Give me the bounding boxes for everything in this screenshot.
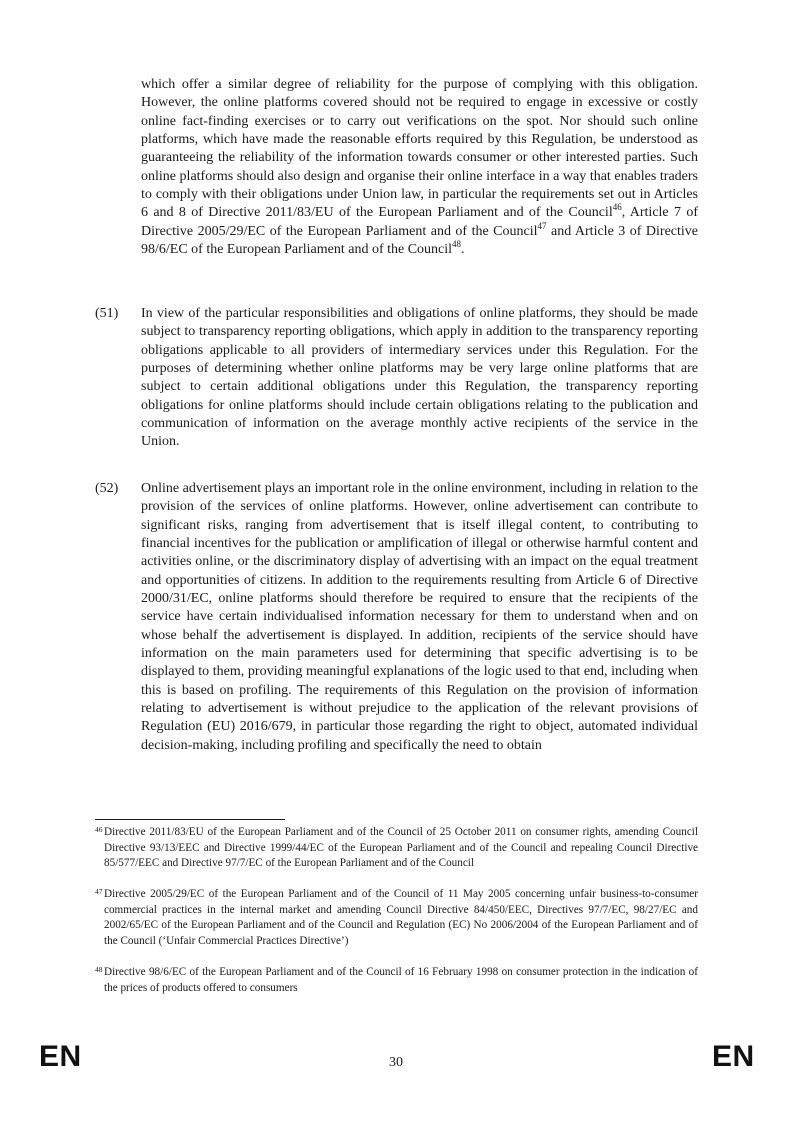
footnote-text: Directive 2005/29/EC of the European Parliament and of the Council of 11 May 2005 concerning unfair business-to-consumer commercial practices in the internal market and amending Council Directive 84/450/EEC, Directives 97/7/EC, 98/27/EC and 2002/65/EC of the European Parliament and of the Council and Regulation (EC) No 2006/2004 of the European Parliament and of the Council (‘Unfair Commercial Practices Directive’) xyxy=(104,888,698,947)
footnote-text: Directive 2011/83/EU of the European Parliament and of the Council of 25 October 2011 on consumer rights, amending Council Directive 93/13/EEC and Directive 1999/44/EC of the European Parliament and of the Council and repealing Council Directive 85/577/EEC and Directive 97/7/EC of the European Parliament and of the Council xyxy=(104,826,698,870)
recital-number: (52) xyxy=(95,481,119,496)
page-number: 30 xyxy=(389,1055,403,1070)
recital-number: (51) xyxy=(95,306,119,321)
footnote-number: 46 xyxy=(95,825,103,834)
continued-text-d: . xyxy=(461,242,465,258)
continued-paragraph xyxy=(141,76,698,259)
continued-text-c: and Article 3 of Directive 98/6/EC of the European Parliament and of the Council xyxy=(141,223,698,258)
continued-text-a: which offer a similar degree of reliability for the purpose of complying with this obligation. However, the online platforms covered should not be required to engage in excessive or costly online fact-finding exercises or to carry out verifications on the spot. Nor should such online platforms, which have made the reasonable efforts required by this Regulation, be understood as guaranteeing the reliability of the information towards consumer or other interested parties. Such online platforms should also design and organise their online interface in a way that enables traders to comply with their obligations under Union law, in particular the requirements set out in Articles 6 and 8 of Directive 2011/83/EU of the European Parliament and of the Council xyxy=(141,77,698,221)
footnote-ref-46[interactable]: 46 xyxy=(612,202,622,213)
language-mark-right: EN xyxy=(712,1040,755,1073)
continued-text-b: , Article 7 of Directive 2005/29/EC of the European Parliament and of the Council xyxy=(141,205,698,239)
language-mark-left: EN xyxy=(39,1040,82,1073)
recital-text: Online advertisement plays an important role in the online environment, including in relation to the provision of the services of online platforms. However, online advertisement can contribute to significant risks, ranging from advertisement that is itself illegal content, to contributing to financial incentives for the publication or amplification of illegal or otherwise harmful content and activities online, or the discriminatory display of advertising with an impact on the equal treatment and opportunities of citizens. In addition to the requirements resulting from Article 6 of Directive 2000/31/EC, online platforms should therefore be required to ensure that the recipients of the service have certain individualised information necessary for them to understand when and on whose behalf the advertisement is displayed. In addition, recipients of the service should have information on the main parameters used for determining that specific advertising is to be displayed to them, providing meaningful explanations of the logic used to that end, including when this is based on profiling. The requirements of this Regulation on the provision of information relating to advertisement is without prejudice to the application of the relevant provisions of Regulation (EU) 2016/679, in particular those regarding the right to object, automated individual decision-making, including profiling and specifically the need to obtain xyxy=(141,481,698,753)
footnote-separator xyxy=(95,819,285,820)
footnote-ref-48[interactable]: 48 xyxy=(452,239,462,250)
recital-text: In view of the particular responsibilities and obligations of online platforms, they should be made subject to transparency reporting obligations, which apply in addition to the transparency reporting obligations applicable to all providers of intermediary services under this Regulation. For the purposes of determining whether online platforms may be very large online platforms that are subject to certain additional obligations under this Regulation, the transparency reporting obligations for online platforms should include certain obligations relating to the publication and communication of information on the average monthly active recipients of the service in the Union. xyxy=(141,306,698,450)
footnote-ref-47[interactable]: 47 xyxy=(537,220,547,231)
footnote-text: Directive 98/6/EC of the European Parliament and of the Council of 16 February 1998 on consumer protection in the indication of the prices of products offered to consumers xyxy=(104,966,698,994)
footnote-number: 47 xyxy=(95,887,103,896)
footnote-number: 48 xyxy=(95,965,103,974)
